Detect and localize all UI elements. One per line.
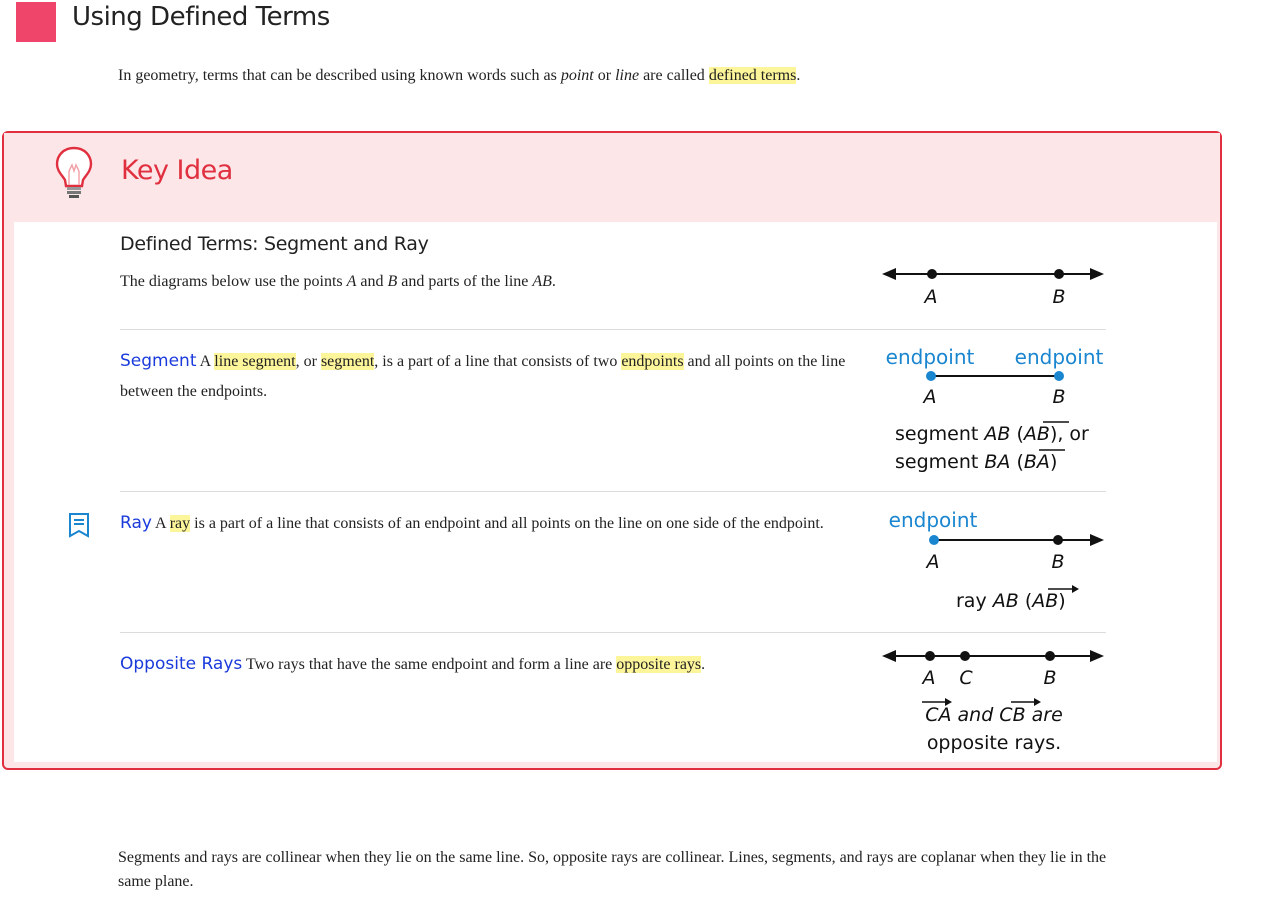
diagram-description: The diagrams below use the points A and B and parts of the line AB. <box>120 273 556 290</box>
segment-caption-2: segment BA (BA) <box>895 451 1058 473</box>
segment-caption-1: segment AB (AB), or <box>895 423 1089 445</box>
page-title: Using Defined Terms <box>72 2 330 32</box>
term-segment: Segment <box>120 351 197 371</box>
opposite-caption-1: CA and CB are <box>925 704 1063 726</box>
endpoint-label-right: endpoint <box>1014 345 1104 369</box>
term-opposite-rays: Opposite Rays <box>120 654 243 674</box>
segment-definition: Segment A line segment, or segment, is a part of a line that consists of two endpoints and all points on the line between the endpoints. <box>120 351 846 400</box>
opposite-caption-2: opposite rays. <box>926 732 1062 754</box>
label-c: C <box>959 667 973 689</box>
section-marker <box>16 2 56 42</box>
key-idea-title: Key Idea <box>121 155 233 186</box>
label-b: B <box>1052 286 1066 308</box>
line-ab-diagram <box>880 262 1110 312</box>
label-b: B <box>1051 551 1065 573</box>
label-a: A <box>922 667 936 689</box>
label-a: A <box>923 386 937 408</box>
outro-paragraph: Segments and rays are collinear when they lie on the same line. So, opposite rays are collinear. Lines, segments, and rays are coplanar when they lie in the same plane. <box>118 849 1107 890</box>
ray-caption: ray AB (AB) <box>956 590 1066 612</box>
opposite-rays-diagram <box>880 645 1115 757</box>
label-b: B <box>1052 386 1066 408</box>
label-a: A <box>924 286 938 308</box>
key-idea-header <box>4 133 1220 222</box>
ray-definition: Ray A ray is a part of a line that consists of an endpoint and all points on the line on one side of the endpoint. <box>120 513 824 533</box>
highlight-defined-terms: defined terms <box>708 67 797 84</box>
divider <box>120 329 1106 330</box>
notes-icon[interactable] <box>66 512 92 538</box>
intro-paragraph: In geometry, terms that can be described using known words such as point or line are called defined terms. <box>118 67 801 84</box>
opposite-rays-definition: Opposite Rays Two rays that have the same endpoint and form a line are opposite rays. <box>120 654 706 674</box>
term-ray: Ray <box>120 513 152 533</box>
endpoint-label: endpoint <box>888 508 978 532</box>
endpoint-label-left: endpoint <box>885 345 975 369</box>
ray-diagram <box>880 504 1115 616</box>
label-b: B <box>1043 667 1057 689</box>
key-idea-subtitle: Defined Terms: Segment and Ray <box>120 233 429 255</box>
label-a: A <box>926 551 940 573</box>
lightbulb-icon <box>54 145 94 201</box>
segment-diagram <box>880 340 1115 480</box>
divider <box>120 491 1106 492</box>
divider <box>120 632 1106 633</box>
